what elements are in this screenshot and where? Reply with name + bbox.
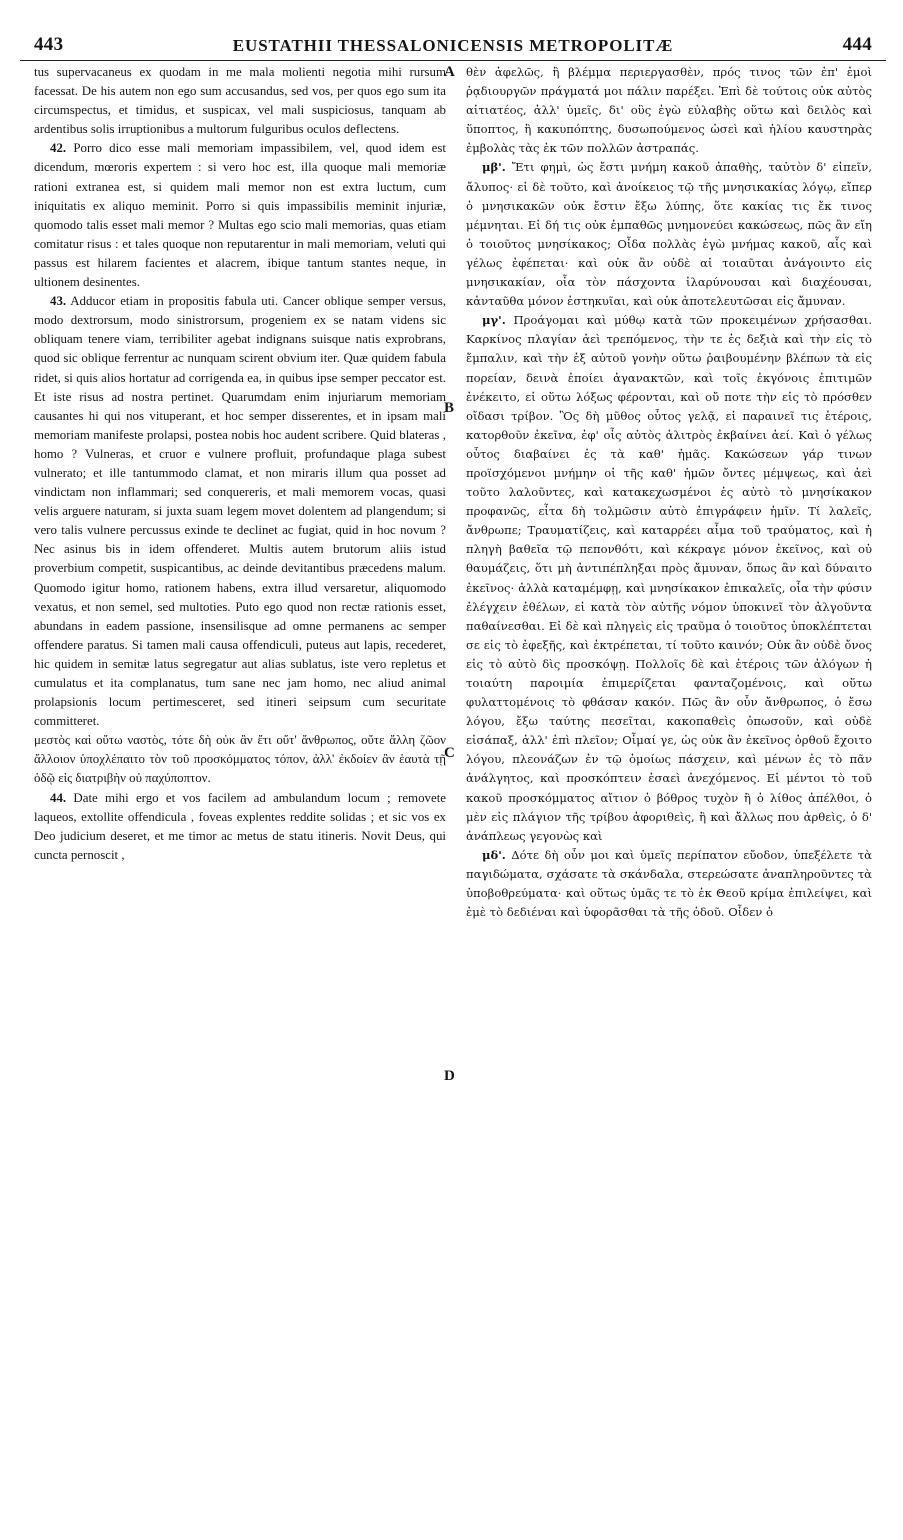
latin-paragraph: tus supervacaneus ex quodam in me mala molienti negotia mihi rursum facessat. De his autem non ego sum accusandus, sed vos, per quos ego sum ita circumspectus, et timidus, et suspicax, vel mali suspiciosus, tanquam ab ardentibus solis irruptionibus a multorum fulguribus oculos deflectens. [34,65,446,137]
greek-overflow-paragraph: μεστὸς καὶ οὕτω ναστὸς, τότε δὴ οὐκ ἂν ἔτι οὔτ' ἄνθρωπος, οὔτε ἄλλη ζῶον ἄλλοιον ὑποχλέπαιτο τὸν τοῦ προσκόμματος τόπον, ἀλλ' ἐκδοίεν ἂν ἑαυτὰ τῇ ὁδῷ εἰς διατριβὴν οὐ παχύποπτον. [34,733,446,786]
margin-marker-c: C [444,745,455,761]
margin-marker-a: A [444,64,455,80]
running-title: EUSTATHII THESSALONICENSIS METROPOLITÆ [232,36,674,55]
section-number: μγ'. [482,313,506,328]
section-number: 44. [50,790,67,805]
page-number-right: 444 [842,34,872,55]
latin-paragraph: 43. Adducor etiam in propositis fabula uti. Cancer oblique semper versus, modo dextrorsum, modo sinistrorsum, progeniem ex se natam videns sic obliquam tenere viam, terribiliter agebat indignans suisque natis exprobrans, quod sic oblique ferrentur ac nunquam scirent obvium iter. Quæ quidem fabula ridet, si quis alios hortatur ad corrigenda ea, in quibus ipse semper peccator est. Et iste risus ad nostra pertinet. Quarumdam enim injuriarum memoriam causantes hi qui nos vituperant, et hoc semper disserentes, et in ipsam mali memoriam manifeste prolapsi, postea nobis hoc audent scribere. Quid blateras , homo ? Vulneras, et cruor e vulnere profluit, profundaque plaga subest vulnerato; et ille tantummodo clamat, et non miraris illum qua posset ad vindictam non inflammari; sed conquereris, et mali memorem vocas, quasi velis arguere naturam, si juxta suam legem movet dolentem ad plangendum; si vero talis vulnere percussus exinde te declinet ac fugiat, quid in hoc novum ? Nec asinus bis in idem offenderet. Multis autem brutorum aliis istud proverbium competit, suspicantibus, ac deinde devitantibus præcedens malum. Quomodo igitur homo, rationem habens, extra illud versaretur, aliquomodo vexatus, et non semel, sed multoties. Puto ego quod non rectæ rationis esset, abundans in eadem passione, insensilisque ad omne permanens ac semper offendere paratus. Si tamen mali causa offendiculi, puteus aut lapis, recederet, hic quidem in semitæ latus segregatur aut alias sublatus, iste vero repletus et cumulatus et ita complanatus, tum sane nec jam homo, nec aliud animal prolapsionis locum pertimesceret, sed itineri seipsum cum securitate committeret. [34,294,446,729]
section-number: μβ'. [482,160,506,175]
section-number: 43. [50,294,67,309]
section-number: μδ'. [482,847,506,862]
margin-marker-b: B [444,400,455,416]
section-number: 42. [50,141,67,156]
latin-column [34,63,446,1523]
greek-paragraph: θὲν ἀφελῶς, ἢ βλέμμα περιεργασθὲν, πρός τινος τῶν ἐπ' ἐμοὶ ῥᾳδιουργῶν πράγματά μοι πάλιν παρέξει. Ἐπὶ δὲ τούτοις οὐκ αὐτὸς αἰτιατέος, ἀλλ' ὑμεῖς, δι' οὓς ἐγὼ εὐλαβὴς οὕτω καὶ δειλὸς καὶ ὕποπτος, ἢ κακυπόπτης, δυσωπούμενος ὡσεὶ καὶ ἡλίου καυστηρὰς ἐμβολὰς τὰς ἐκ τῶν πολλῶν ἀστραπάς. [466,65,872,156]
greek-paragraph: μδ'. Δότε δὴ οὖν μοι καὶ ὑμεῖς περίπατον εὔοδον, ὑπεξέλετε τὰ παγιδώματα, σχάσατε τὰ σκάνδαλα, στερεώσατε ἀναπληροῦντες τὰ ὑποβοθρεύματα· καὶ οὕτως ὑμᾶς τε τὸ ἐκ Θεοῦ κρίμα ἐπιλείψει, καὶ ἐμὲ τὸ δεδιέναι καὶ ὑφορᾶσθαι τὰ τῆς ὁδοῦ. Οἶδεν ὁ [466,847,872,920]
latin-paragraph: 44. Date mihi ergo et vos facilem ad ambulandum locum ; removete laqueos, extollite offendicula , foveas explentes reddite solidas ; et sic vos ex Deo judicium deseret, et me timor ac metus de statu itineris. Novit Deus, qui cuncta pernoscit , [34,790,446,862]
greek-column [466,63,872,1523]
greek-paragraph: μγ'. Προάγομαι καὶ μύθῳ κατὰ τῶν προκειμένων χρήσασθαι. Καρκίνος πλαγίαν ἀεὶ τρεπόμενος, τὴν τε ἐς δεξιὰ καὶ τὴν εἰς τὸ ἔμπαλιν, καὶ τὴν ἐξ αὐτοῦ γονὴν οὕτω ῥαιβουμένην βλέπων τὰ εἰς πορείαν, δεινὰ ἐποίει ἀγανακτῶν, καὶ τοῖς ἐκγόνοις ἐπιτιμῶν ἐνέκειτο, εἰ οὕτω λόξως φέρονται, καὶ οὔ ποτε τὴν εἰς τὸ πρόσθεν οἴδασι τρίβον. Ὃς δὴ μῦθος οὗτος γελᾷ, εἰ παραινεῖ τις ἑτέροις, κατορθοῦν ἐκεῖνα, ἐφ' οἷς αὐτὸς ἀλιτρὸς ἐκβαίνει ἀεί. Καὶ ὁ γέλως οὗτος διαβαίνει ἐς τὰ καθ' ἡμᾶς. Κακώσεων γάρ τινων προϊσχόμενοι μνήμην οἱ τῆς καθ' ἡμῶν ὄντες μέμψεως, καὶ ἀεὶ τοῦτο λαλοῦντες, καὶ κατακεχωσμένοι ἐς αὐτὸ τὸ μνησίκακον προφανῶς, εἶτα δὴ τολμῶσιν αὐτὸ ἐπιγράφειν ἡμῖν. Τί λαλεῖς, ἄνθρωπε; Τραυματίζεις, καὶ καταρρέει αἷμα τοῦ τραύματος, καὶ ἡ πληγὴ βαθεῖα τῷ πεπονθότι, καὶ κέκραγε μόνον ἐκεῖνος, καὶ οὐ θαυμάζεις, ὅτι μὴ ἀντιπέπληξαι πρὸς ἄμυναν, ὅπως ἂν καὶ δύναιτο ἐκεῖνος· ἀλλὰ καταμέμφῃ, καὶ μνησίκακον ἐπικαλεῖς, οἷα τὴν φύσιν ἐλέγχειν ἐθέλων, εἰ κατὰ τὸν αὐτῆς νόμον ὑποκινεῖ τὸν ἀλγοῦντα παθαίνεσθαι. Εἰ δὲ καὶ πληγεὶς εἰς τραῦμα ὁ τοιοῦτος ὑποκλέπτεται σε εἰς τὸ ἐφεξῆς, καὶ ἐκτρέπεται, τί τοῦτο καινόν; Οὐκ ἂν οὐδὲ ὄνος εἰς τὸ αὐτὸ δὶς προσκόψῃ. Πολλοῖς δὲ καὶ ἑτέροις τῶν ἀλόγων ἡ τοιαύτη παροιμία ἐπιμερίζεται φανταζομένοις, καὶ οὕτω φυλαττομένοις τὸ φθάσαν κακόν. Πῶς ἂν οὖν ἄνθρωπος, ὁ ἔσω λόγου, ἔξω ταύτης πεσεῖται, κακοπαθεὶς ὁπωσοῦν, καὶ οὐδὲ εἰσάπαξ, ἀλλ' ἐπὶ πλεῖον; Οἶμαί γε, ὡς οὐκ ἂν ἐκεῖνος ὀρθοῦ ἔχοιτο λόγου, πλεονάζων ἐν τῷ ὁμοίως πάσχειν, καὶ μένων ἐς τὸ πᾶν ἀνάλγητος, καὶ προσκόπτειν ἑσαεὶ ἀνεχόμενος. Εἰ μέντοι τὸ τοῦ κακοῦ προσκόμματος αἴτιον ὁ βόθρος τυχὸν ἢ ὁ λίθος ἀπέλθοι, ὁ μὲν εἰς πλάγιον τῆς τρίβου ἀφοριθεὶς, ἢ καὶ ἄλλως που ἀρθεὶς, ὁ δ' ἀνάπλεως γεγονὼς καὶ [466,313,872,843]
latin-paragraph: 42. Porro dico esse mali memoriam impassibilem, vel, quod idem est dicendum, mœroris expertem : si vero hoc est, illa quoque mali memoriæ rationi extranea est, si quidem mali memor non est extra luctum, cum iniquitatis ex aliquo meminit. Porro si quis impassibilis meminit injuriæ, quomodo talis esset mali memor ? Multas ego scio mali memorias, quas etiam comitatur risus : et tales quoque non reputarentur in mali memoriam, veluti qui passus est hilarem facientes et alacrem, ibique tantum stantes neque, in ultionem desinentes. [34,141,446,290]
greek-paragraph: μβ'. Ἔτι φημὶ, ὡς ἔστι μνήμη κακοῦ ἀπαθὴς, ταὐτὸν δ' εἰπεῖν, ἄλυπος· εἰ δὲ τοῦτο, καὶ ἀνοίκειος τῷ τῆς μνησικακίας λόγῳ, εἴπερ ὁ μνησικακῶν οὐκ ἔστιν ἔξω λύπης, ὅτε κακίας τις ἔκ τινος μέμνηται. Εἰ δή τις οὐκ ἐμπαθῶς μνημονεύει κακώσεως, πῶς ἂν εἴη ὁ τοιοῦτος μνησίκακος; Οἶδα πολλὰς ἐγὼ μνήμας κακοῦ, αἷς καὶ γέλως ἐφέπεται· καὶ οὐκ ἂν οὐδὲ αἱ τοιαῦται ἀνάγοιντο εἰς μνησικακίαν, οἷα τὸν πάσχοντα ἱλαρύνουσαι καὶ διαχέουσαι, κἀνταῦθα μόνον ἑστηκυῖαι, καὶ οὐκ ἀποτελευτῶσαι εἰς ἄμυναν. [466,160,872,309]
running-header [20,30,886,61]
margin-marker-d: D [444,1068,455,1084]
page-number-left: 443 [34,34,64,55]
